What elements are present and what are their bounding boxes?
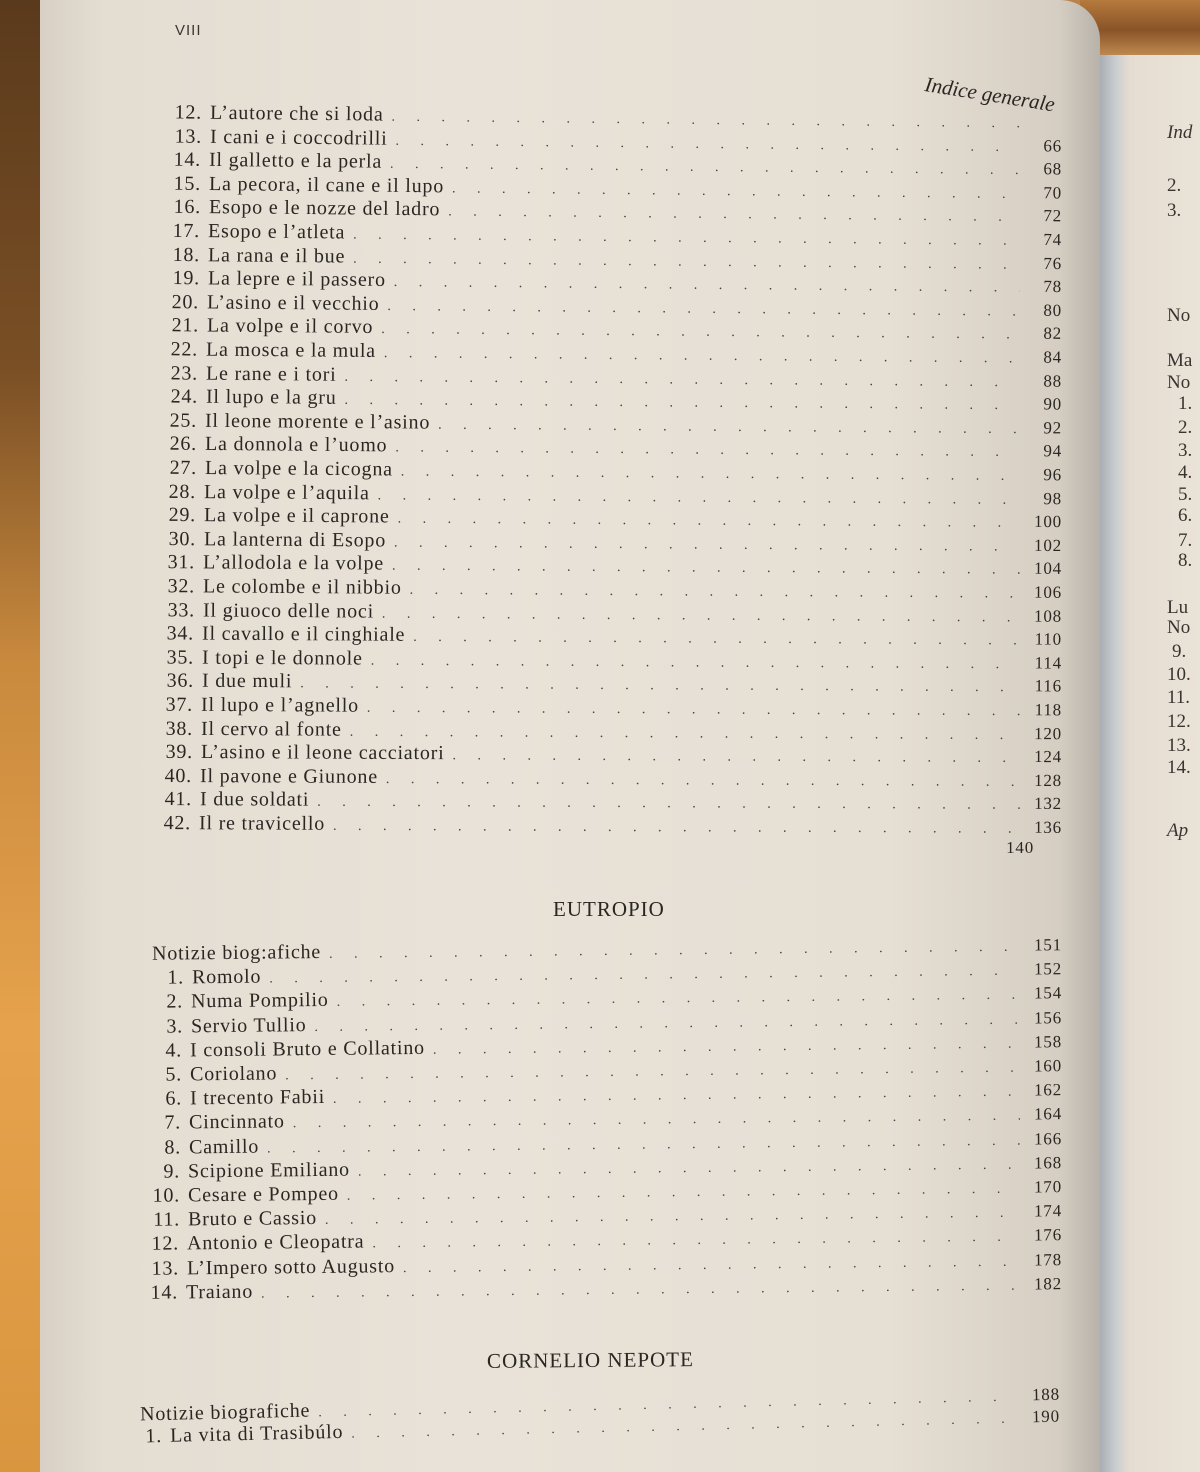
dot-leader xyxy=(386,772,1020,791)
entry-page-number: 174 xyxy=(1033,1201,1063,1221)
entry-page-number: 120 xyxy=(1034,723,1063,743)
entry-page-number: 92 xyxy=(1043,418,1063,438)
trailing-page-number: 140 xyxy=(1006,838,1034,857)
facing-page-fragment: Lu xyxy=(1167,597,1189,618)
entry-number: 13. xyxy=(174,125,203,148)
entry-page-number: 190 xyxy=(1031,1406,1061,1427)
entry-title: L’asino e il leone cacciatori xyxy=(200,741,445,765)
facing-page-fragment: No xyxy=(1167,305,1191,326)
entry-page-number: 168 xyxy=(1033,1153,1063,1173)
entry-page-number: 94 xyxy=(1043,441,1063,461)
facing-page-fragment: 13. xyxy=(1167,735,1191,756)
dot-leader xyxy=(367,701,1020,720)
entry-page-number: 118 xyxy=(1034,700,1063,720)
entry-page-number: 182 xyxy=(1033,1273,1063,1294)
entry-title: Coriolano xyxy=(189,1062,278,1086)
entry-title: Esopo e l’atleta xyxy=(207,220,346,244)
entry-number: 38. xyxy=(165,717,194,740)
facing-page-fragment: 1. xyxy=(1178,393,1193,414)
dot-leader xyxy=(413,630,1020,650)
entry-page-number: 84 xyxy=(1043,347,1063,367)
entry-number: 27. xyxy=(169,456,198,479)
facing-page-fragment: No xyxy=(1167,617,1191,638)
entry-number: 20. xyxy=(171,290,200,314)
entry-title: La lepre e il passero xyxy=(207,267,386,292)
entry-number: 32. xyxy=(167,575,196,598)
entry-title: Cesare e Pompeo xyxy=(187,1182,339,1207)
facing-page-fragment: 3. xyxy=(1167,200,1182,221)
entry-title: L’asino e il vecchio xyxy=(206,291,380,315)
entry-title: La pecora, il cane e il lupo xyxy=(208,172,445,198)
entry-number: 13. xyxy=(151,1257,180,1280)
entry-title: Le colombe e il nibbio xyxy=(202,575,402,599)
running-head-title: Indice generale xyxy=(923,72,1057,117)
facing-page-fragment: 11. xyxy=(1167,687,1191,708)
facing-page-fragment: Ap xyxy=(1167,820,1189,841)
entry-page-number: 108 xyxy=(1034,606,1063,626)
entry-page-number: 96 xyxy=(1043,465,1063,485)
facing-page-fragment: Ma xyxy=(1167,350,1193,371)
entry-number: 40. xyxy=(164,764,193,787)
entry-title: Il giuoco delle noci xyxy=(202,599,375,623)
facing-page-fragment: 2. xyxy=(1167,175,1182,196)
entry-title: Notizie biografiche xyxy=(139,1399,311,1426)
entry-number: 15. xyxy=(173,172,202,195)
entry-number: 26. xyxy=(169,433,198,456)
entry-title: Il lupo e l’agnello xyxy=(200,693,360,717)
entry-page-number: 158 xyxy=(1033,1032,1063,1052)
entry-page-number: 68 xyxy=(1043,159,1063,179)
entry-number: 39. xyxy=(165,741,194,764)
entry-number: 22. xyxy=(170,338,199,361)
dot-leader xyxy=(398,512,1020,532)
dot-leader xyxy=(401,464,1020,485)
dot-leader xyxy=(333,819,1020,838)
section-heading-cornelio-nepote: CORNELIO NEPOTE xyxy=(486,1347,695,1373)
entry-page-number: 80 xyxy=(1043,300,1063,320)
dot-leader xyxy=(300,677,1020,697)
entry-page-number: 124 xyxy=(1034,747,1063,767)
facing-page-fragment: 10. xyxy=(1167,664,1191,685)
facing-page-fragment: 2. xyxy=(1178,417,1193,438)
facing-page-fragment: No xyxy=(1167,372,1191,393)
entry-number: 4. xyxy=(165,1039,183,1062)
entry-title: La donnola e l’uomo xyxy=(204,433,388,457)
entry-number: 16. xyxy=(173,196,202,219)
entry-number: 12. xyxy=(151,1232,180,1256)
entry-number: 11. xyxy=(153,1208,181,1231)
entry-number: 31. xyxy=(167,551,196,574)
entry-title: La volpe e il corvo xyxy=(206,314,374,339)
entry-number: 24. xyxy=(170,385,199,408)
entry-title: I topi e le donnole xyxy=(201,646,363,670)
entry-page-number: 166 xyxy=(1033,1128,1063,1149)
entry-title: Numa Pompilio xyxy=(190,989,329,1013)
entry-page-number: 176 xyxy=(1033,1225,1063,1245)
entry-page-number: 154 xyxy=(1033,983,1063,1003)
entry-page-number: 170 xyxy=(1033,1177,1063,1197)
toc-entry xyxy=(157,812,1062,840)
facing-page-fragment: 5. xyxy=(1178,484,1193,505)
entry-title: L’Impero sotto Augusto xyxy=(186,1254,396,1279)
entry-title: I due soldati xyxy=(199,788,310,812)
entry-title: La rana e il bue xyxy=(207,243,346,268)
entry-page-number: 110 xyxy=(1034,629,1063,649)
entry-number: 17. xyxy=(172,219,201,243)
dot-leader xyxy=(371,653,1020,673)
entry-number: 14. xyxy=(173,148,202,172)
entry-page-number: 88 xyxy=(1043,371,1063,391)
entry-number: 8. xyxy=(164,1136,182,1159)
entry-number: 28. xyxy=(168,480,197,503)
entry-page-number: 136 xyxy=(1034,817,1063,837)
entry-page-number: 100 xyxy=(1034,512,1063,532)
entry-number: 1. xyxy=(145,1424,163,1448)
entry-number: 10. xyxy=(152,1184,181,1207)
entry-page-number: 82 xyxy=(1043,324,1063,344)
entry-title: Il cavallo e il cinghiale xyxy=(201,622,406,646)
entry-title: Cincinnato xyxy=(188,1110,285,1134)
entry-number: 21. xyxy=(171,314,200,337)
entry-title: La lanterna di Esopo xyxy=(203,528,387,552)
entry-title: Il cervo al fonte xyxy=(200,717,342,741)
entry-number: 7. xyxy=(164,1111,182,1134)
section-heading-eutropio: EUTROPIO xyxy=(553,897,665,921)
entry-page-number: 78 xyxy=(1043,277,1063,297)
entry-page-number: 162 xyxy=(1033,1080,1063,1100)
facing-page-fragment: 6. xyxy=(1178,505,1193,526)
entry-page-number: 151 xyxy=(1033,935,1063,955)
entry-page-number: 98 xyxy=(1043,488,1063,508)
entry-number: 14. xyxy=(150,1281,179,1304)
entry-page-number: 188 xyxy=(1031,1384,1061,1405)
entry-title: Bruto e Cassio xyxy=(187,1207,318,1231)
entry-title: L’autore che si loda xyxy=(209,101,384,126)
entry-title: Notizie biog:afiche xyxy=(151,940,322,965)
dot-leader xyxy=(317,795,1020,814)
entry-page-number: 104 xyxy=(1034,559,1063,579)
entry-page-number: 114 xyxy=(1034,653,1063,673)
entry-title: Romolo xyxy=(191,965,262,989)
entry-number: 5. xyxy=(165,1063,183,1086)
entry-number: 41. xyxy=(164,788,193,811)
facing-page-fragment: 14. xyxy=(1167,757,1191,778)
facing-page-fragment: 3. xyxy=(1178,440,1193,461)
entry-number: 34. xyxy=(166,622,195,645)
entry-number: 30. xyxy=(168,527,197,551)
entry-number: 18. xyxy=(172,243,201,266)
facing-page-fragment: 4. xyxy=(1178,462,1193,483)
entry-number: 19. xyxy=(172,267,201,290)
entry-number: 23. xyxy=(170,361,199,385)
entry-title: Servio Tullio xyxy=(190,1013,307,1037)
entry-title: Il lupo e la gru xyxy=(205,385,337,409)
dot-leader xyxy=(410,583,1020,603)
entry-number: 3. xyxy=(166,1015,184,1038)
entry-title: Scipione Emiliano xyxy=(187,1158,351,1183)
facing-page-fragment: 9. xyxy=(1172,641,1187,662)
entry-number: 12. xyxy=(174,101,203,124)
dot-leader xyxy=(350,724,1020,743)
facing-page-fragment: Ind xyxy=(1167,122,1193,143)
entry-title: Camillo xyxy=(188,1135,260,1158)
entry-title: I due muli xyxy=(201,670,293,693)
entry-title: La vita di Trasibúlo xyxy=(169,1420,344,1447)
entry-title: Il re travicello xyxy=(198,812,326,835)
entry-page-number: 106 xyxy=(1034,582,1063,602)
dot-leader xyxy=(452,748,1020,767)
entry-page-number: 102 xyxy=(1034,535,1063,555)
entry-number: 1. xyxy=(167,966,185,989)
facing-page-fragment: 7. xyxy=(1178,530,1193,551)
entry-page-number: 152 xyxy=(1033,959,1063,979)
dot-leader xyxy=(382,606,1020,626)
entry-title: Traiano xyxy=(185,1280,254,1304)
entry-page-number: 70 xyxy=(1043,183,1063,203)
entry-title: La volpe e l’aquila xyxy=(203,480,370,504)
entry-number: 2. xyxy=(166,990,184,1013)
entry-title: Esopo e le nozze del ladro xyxy=(208,196,441,221)
entry-title: La mosca e la mula xyxy=(205,338,376,363)
entry-page-number: 76 xyxy=(1043,253,1063,273)
entry-number: 33. xyxy=(167,598,196,622)
entry-number: 25. xyxy=(169,409,198,432)
entry-number: 37. xyxy=(165,693,194,716)
entry-title: L’allodola e la volpe xyxy=(202,551,385,575)
facing-page-fragment: 12. xyxy=(1167,711,1191,732)
entry-number: 36. xyxy=(166,669,195,693)
entry-page-number: 178 xyxy=(1033,1249,1063,1270)
entry-title: I cani e i coccodrilli xyxy=(209,125,388,150)
entry-number: 9. xyxy=(163,1160,181,1183)
entry-title: Il leone morente e l’asino xyxy=(204,409,431,434)
entry-page-number: 90 xyxy=(1043,394,1063,414)
entry-page-number: 164 xyxy=(1033,1104,1063,1124)
entry-page-number: 66 xyxy=(1043,135,1063,156)
entry-page-number: 116 xyxy=(1034,676,1063,696)
entry-page-number: 72 xyxy=(1043,206,1063,226)
entry-title: La volpe e il caprone xyxy=(203,504,390,528)
entry-page-number: 128 xyxy=(1034,770,1063,790)
page-number-roman: VIII xyxy=(175,22,202,39)
facing-page-fragment: 8. xyxy=(1178,550,1193,571)
entry-title: Le rane e i tori xyxy=(205,362,337,386)
entry-number: 35. xyxy=(166,646,195,669)
entry-page-number: 74 xyxy=(1043,230,1063,250)
entry-number: 42. xyxy=(163,812,192,835)
entry-page-number: 156 xyxy=(1033,1007,1063,1028)
entry-title: Il pavone e Giunone xyxy=(199,764,378,788)
entry-page-number: 132 xyxy=(1034,794,1063,814)
entry-title: Antonio e Cleopatra xyxy=(186,1230,365,1255)
entry-page-number: 160 xyxy=(1033,1056,1063,1076)
entry-number: 29. xyxy=(168,504,197,527)
entry-title: La volpe e la cicogna xyxy=(204,457,393,481)
entry-title: I consoli Bruto e Collatino xyxy=(189,1036,426,1062)
entry-number: 6. xyxy=(165,1087,183,1110)
entry-title: I trecento Fabii xyxy=(189,1086,326,1110)
dot-leader xyxy=(392,559,1020,579)
entry-title: Il galletto e la perla xyxy=(208,149,383,173)
